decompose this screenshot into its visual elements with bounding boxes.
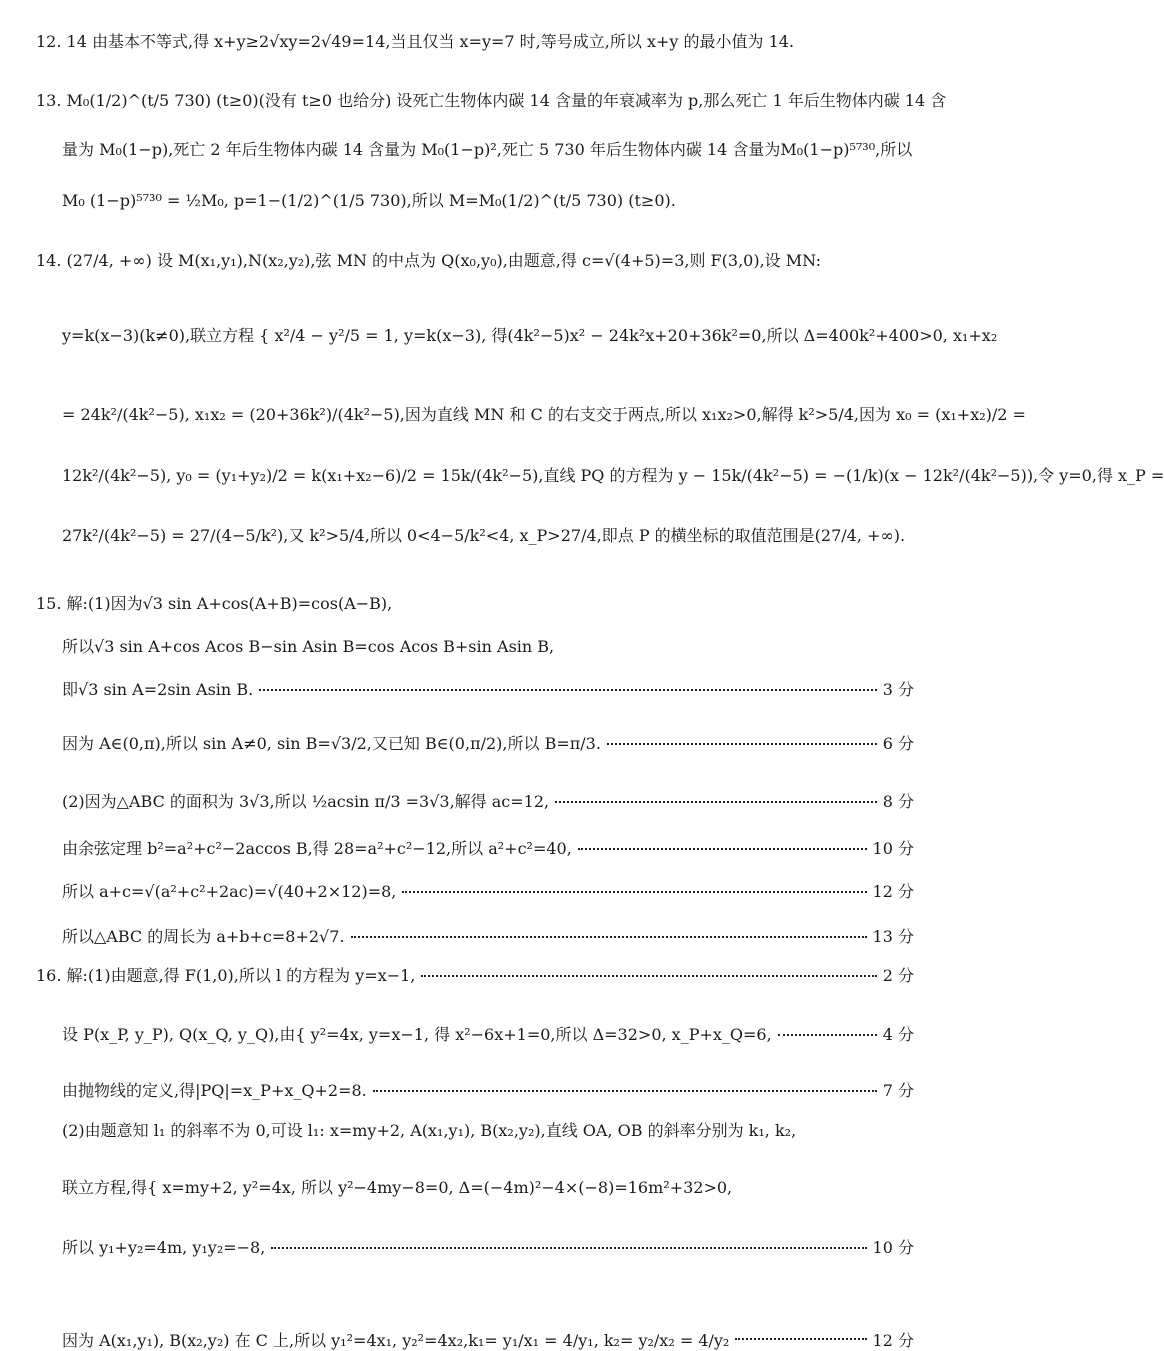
scored-step (62, 836, 914, 859)
answer-16-line-5 (0, 1175, 950, 1197)
answer-15-text-1: 15. 解:(1)因为√3 sin A+cos(A+B)=cos(A−B), (36, 594, 393, 613)
answer-15-line-7 (0, 879, 950, 901)
score-badge: 10 分 (872, 1238, 914, 1257)
step-text: 所以 a+c=√(a²+c²+2ac)=√(40+2×12)=8, (62, 882, 397, 901)
step-text: 即√3 sin A=2sin Asin B. (62, 680, 254, 699)
leader-dots (735, 1338, 866, 1340)
answer-14-text-2: y=k(x−3)(k≠0),联立方程 { x²/4 − y²/5 = 1, y=k(x−3), 得(4k²−5)x² − 24k²x+20+36k²=0,所以 Δ=400k²+400>0, x₁+x₂ (62, 326, 998, 345)
step-text: 由抛物线的定义,得|PQ|=x_P+x_Q+2=8. (62, 1081, 367, 1100)
answer-13-line-3 (0, 188, 950, 210)
score-badge: 2 分 (882, 966, 914, 985)
answer-14-text-4: 12k²/(4k²−5), y₀ = (y₁+y₂)/2 = k(x₁+x₂−6)/2 = 15k/(4k²−5),直线 PQ 的方程为 y − 15k/(4k²−5) = −(1/k)(x − 12k²/(4k²−5)),令 y=0,得 x_P = (62, 466, 1164, 485)
answer-14-text-3: = 24k²/(4k²−5), x₁x₂ = (20+36k²)/(4k²−5),因为直线 MN 和 C 的右支交于两点,所以 x₁x₂>0,解得 k²>5/4,因为 x₀ = (x₁+x₂)/2 = (62, 405, 1026, 424)
score-badge: 8 分 (882, 792, 914, 811)
scored-step (62, 731, 914, 754)
answer-14-text-1: 14. (27/4, +∞) 设 M(x₁,y₁),N(x₂,y₂),弦 MN 的中点为 Q(x₀,y₀),由题意,得 c=√(4+5)=3,则 F(3,0),设 MN: (36, 251, 821, 270)
scored-step (62, 1235, 914, 1258)
scored-step (62, 1326, 914, 1349)
answer-13-text-1: 13. M₀(1/2)^(t/5 730) (t≥0)(没有 t≥0 也给分) 设死亡生物体内碳 14 含量的年衰减率为 p,那么死亡 1 年后生物体内碳 14 含 (36, 91, 947, 110)
answer-14-line-5 (0, 523, 950, 545)
answer-15-line-1 (0, 591, 950, 613)
step-text: (2)因为△ABC 的面积为 3√3,所以 ½acsin π/3 =3√3,解得 ac=12, (62, 792, 550, 811)
answer-16-line-3 (0, 1078, 950, 1100)
step-text: 16. 解:(1)由题意,得 F(1,0),所以 l 的方程为 y=x−1, (36, 966, 416, 985)
answer-14-line-3 (0, 402, 1026, 424)
answer-13-text-3: M₀ (1−p)⁵⁷³⁰ = ½M₀, p=1−(1/2)^(1/5 730),所以 M=M₀(1/2)^(t/5 730) (t≥0). (62, 191, 676, 210)
answer-15-text-2: 所以√3 sin A+cos Acos B−sin Asin B=cos Acos B+sin Asin B, (62, 637, 555, 656)
score-badge: 6 分 (882, 734, 914, 753)
answer-13-text-2: 量为 M₀(1−p),死亡 2 年后生物体内碳 14 含量为 M₀(1−p)²,死亡 5 730 年后生物体内碳 14 含量为M₀(1−p)⁵⁷³⁰,所以 (62, 140, 913, 159)
score-badge: 13 分 (872, 927, 914, 946)
scored-step (62, 789, 914, 812)
step-text: 设 P(x_P, y_P), Q(x_Q, y_Q),由{ y²=4x, y=x−1, 得 x²−6x+1=0,所以 Δ=32>0, x_P+x_Q=6, (62, 1025, 772, 1044)
score-badge: 10 分 (872, 839, 914, 858)
scored-step (36, 963, 914, 986)
leader-dots (555, 801, 877, 803)
score-badge: 7 分 (882, 1081, 914, 1100)
scored-step (62, 1022, 914, 1045)
answer-16-text-4: (2)由题意知 l₁ 的斜率不为 0,可设 l₁: x=my+2, A(x₁,y₁), B(x₂,y₂),直线 OA, OB 的斜率分别为 k₁, k₂, (62, 1121, 797, 1140)
score-badge: 3 分 (882, 680, 914, 699)
step-text: 所以 y₁+y₂=4m, y₁y₂=−8, (62, 1238, 266, 1257)
score-badge: 4 分 (882, 1025, 914, 1044)
answer-14-line-2 (0, 323, 998, 345)
score-badge: 12 分 (872, 882, 914, 901)
leader-dots (578, 848, 867, 850)
leader-dots (607, 743, 877, 745)
scored-step (62, 879, 914, 902)
answer-14-text-5: 27k²/(4k²−5) = 27/(4−5/k²),又 k²>5/4,所以 0<4−5/k²<4, x_P>27/4,即点 P 的横坐标的取值范围是(27/4, +∞). (62, 526, 906, 545)
scored-step (62, 924, 914, 947)
score-badge: 12 分 (872, 1331, 914, 1350)
answer-15-line-3 (0, 677, 950, 699)
answer-13-line-1 (0, 88, 950, 110)
leader-dots (778, 1034, 877, 1036)
answer-15-line-6 (0, 836, 950, 858)
answer-16-text-5: 联立方程,得{ x=my+2, y²=4x, 所以 y²−4my−8=0, Δ=(−4m)²−4×(−8)=16m²+32>0, (62, 1178, 733, 1197)
answer-14-line-1 (0, 248, 950, 270)
scored-step (62, 1078, 914, 1101)
leader-dots (373, 1090, 877, 1092)
step-text: 由余弦定理 b²=a²+c²−2accos B,得 28=a²+c²−12,所以 a²+c²=40, (62, 839, 572, 858)
answer-16-line-1 (0, 963, 950, 985)
step-text: 因为 A∈(0,π),所以 sin A≠0, sin B=√3/2,又已知 B∈(0,π/2),所以 B=π/3. (62, 734, 601, 753)
leader-dots (351, 936, 867, 938)
answer-16-line-2 (0, 1022, 950, 1044)
answer-12-text: 12. 14 由基本不等式,得 x+y≥2√xy=2√49=14,当且仅当 x=y=7 时,等号成立,所以 x+y 的最小值为 14. (36, 32, 795, 51)
scored-step (62, 677, 914, 700)
answer-15-line-4 (0, 731, 950, 753)
answer-13-line-2 (0, 137, 950, 159)
answer-15-line-2 (0, 634, 950, 656)
answer-12-cropped (0, 32, 950, 52)
leader-dots (421, 975, 876, 977)
answer-16-line-7-cropped (0, 1326, 950, 1350)
answer-15-line-8 (0, 924, 950, 946)
leader-dots (402, 891, 866, 893)
leader-dots (259, 689, 877, 691)
answer-16-line-6 (0, 1235, 950, 1257)
step-text: 所以△ABC 的周长为 a+b+c=8+2√7. (62, 927, 345, 946)
leader-dots (271, 1247, 866, 1249)
step-text: 因为 A(x₁,y₁), B(x₂,y₂) 在 C 上,所以 y₁²=4x₁, y₂²=4x₂,k₁= y₁/x₁ = 4/y₁, k₂= y₂/x₂ = 4/y₂ (62, 1331, 730, 1350)
answer-16-line-4 (0, 1118, 950, 1140)
answer-14-line-4 (0, 463, 1164, 485)
answer-15-line-5 (0, 789, 950, 811)
